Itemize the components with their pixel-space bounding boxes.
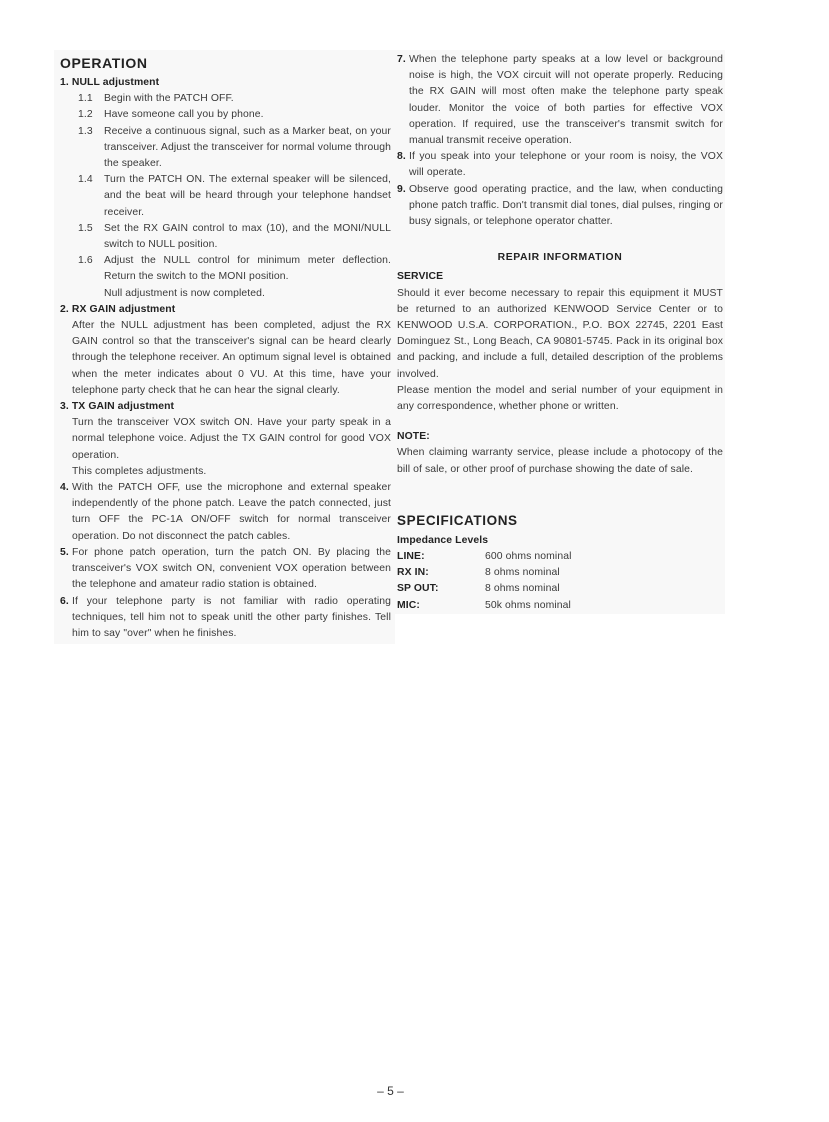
operation-item-number: 4. [60,482,69,494]
null-step [60,172,391,221]
operation-item-text: If you speak into your telephone or your room is noisy, the VOX will operate. [409,151,723,179]
spec-row [397,598,723,614]
right-column [393,50,725,614]
note-text: When claiming warranty service, please include a photocopy of the bill of sale, or other proof of purchase showing the date of sale. [397,447,723,475]
null-step [60,221,391,253]
null-step-number: 1.5 [78,222,93,234]
tx-gain-title: 3. TX GAIN adjustment [60,401,175,413]
operation-item-text: With the PATCH OFF, use the microphone and external speaker independently of the phone patch. Leave the patch connected, just turn OFF the PC-1A ON/OFF switch for normal transceiver operation. Do not disconnect the patch cables. [72,482,391,542]
null-adjustment-note: Null adjustment is now completed. [104,287,265,299]
spec-label: MIC: [397,599,420,611]
null-step-number: 1.3 [78,125,93,137]
left-column [54,50,395,644]
service-text-1: Should it ever become necessary to repair this equipment it MUST be returned to an authorized KENWOOD Service Center or to KENWOOD U.S.A. CORPORATION., P.O. BOX 22745, 2201 East Dominguez St., Long Beach, CA 90801-5745. Pack in its original box and packing, and include a full, detailed description of the problems involved. [397,287,723,380]
spec-value: 600 ohms nominal [485,551,572,563]
null-step-text: Have someone call you by phone. [104,109,264,121]
operation-item [60,545,391,594]
spec-row [397,549,723,565]
null-step-text: Turn the PATCH ON. The external speaker will be silenced, and the beat will be heard through your telephone handset receiver. [104,174,391,218]
tx-gain-text: Turn the transceiver VOX switch ON. Have your party speak in a normal telephone voice. Adjust the TX GAIN control for good VOX operation. [72,417,391,461]
null-step-number: 1.1 [78,93,93,105]
service-text-2: Please mention the model and serial number of your equipment in any correspondence, whether phone or written. [397,384,723,413]
spec-row [397,565,723,581]
spec-label: LINE: [397,551,425,563]
rx-gain-text: After the NULL adjustment has been completed, adjust the RX GAIN control so that the transceiver's signal can be heard clearly through the telephone receiver. An optimum signal level is obtained when the meter indicates about 0 VU. At this time, have your telephone party check that he can hear the signal clearly. [72,320,391,396]
null-step [60,253,391,285]
operation-item-text: Observe good operating practice, and the law, when conducting phone patch traffic. Don't transmit dial tones, dial pulses, ringing or busy signals, or telephone operator chatter. [409,183,723,228]
spec-label: SP OUT: [397,583,439,595]
operation-item [60,594,391,643]
operation-item-number: 7. [397,54,406,65]
service-title: SERVICE [397,271,444,283]
operation-item [397,52,723,149]
null-step-text: Begin with the PATCH OFF. [104,93,234,105]
operation-item-text: If your telephone party is not familiar with radio operating techniques, tell him not to speak unitl the other party finishes. Tell him to say "over" when he finishes. [72,595,391,639]
null-step [60,107,391,123]
operation-item-text: When the telephone party speaks at a low level or background noise is high, the VOX circuit will not operate properly. Reducing the RX GAIN will most often make the telephone party speak louder. Monitor the voice of both parties for effective VOX operation. If required, use the transceiver's transmit switch for manual transmit receive operation. [409,54,723,147]
impedance-subheading: Impedance Levels [397,534,489,546]
null-step-number: 1.6 [78,255,93,267]
null-step [60,124,391,173]
null-step [60,91,391,107]
tx-gain-note: This completes adjustments. [72,465,207,477]
null-step-text: Set the RX GAIN control to max (10), and the MONI/NULL switch to NULL position. [104,222,391,251]
null-adjustment-title: 1. NULL adjustment [60,77,160,88]
operation-item [397,149,723,181]
null-step-text: Receive a continuous signal, such as a Marker beat, on your transceiver. Adjust the transceiver for normal volume through the speaker. [104,125,391,170]
operation-item-text: For phone patch operation, turn the patch ON. By placing the transceiver's VOX switch ON, convenient VOX operation between the telephone and amateur radio station is obtained. [72,546,391,591]
null-step-text: Adjust the NULL control for minimum meter deflection. Return the switch to the MONI position. [104,255,391,283]
operation-item-number: 6. [60,595,69,607]
spec-row [397,581,723,597]
note-title: NOTE: [397,431,430,443]
operation-item-number: 9. [397,183,406,195]
rx-gain-title: 2. RX GAIN adjustment [60,303,176,315]
spec-value: 50k ohms nominal [485,599,571,611]
null-step-number: 1.2 [78,109,93,121]
spec-value: 8 ohms nominal [485,567,560,579]
repair-heading: REPAIR INFORMATION [497,252,623,264]
null-step-number: 1.4 [78,174,93,186]
operation-item-number: 5. [60,546,69,558]
page-number: – 5 – [377,1084,404,1098]
operation-heading: OPERATION [60,55,148,71]
operation-item [60,480,391,545]
spec-label: RX IN: [397,567,429,579]
operation-item [397,182,723,231]
specifications-heading: SPECIFICATIONS [397,512,518,528]
operation-item-number: 8. [397,151,406,163]
spec-value: 8 ohms nominal [485,583,560,595]
